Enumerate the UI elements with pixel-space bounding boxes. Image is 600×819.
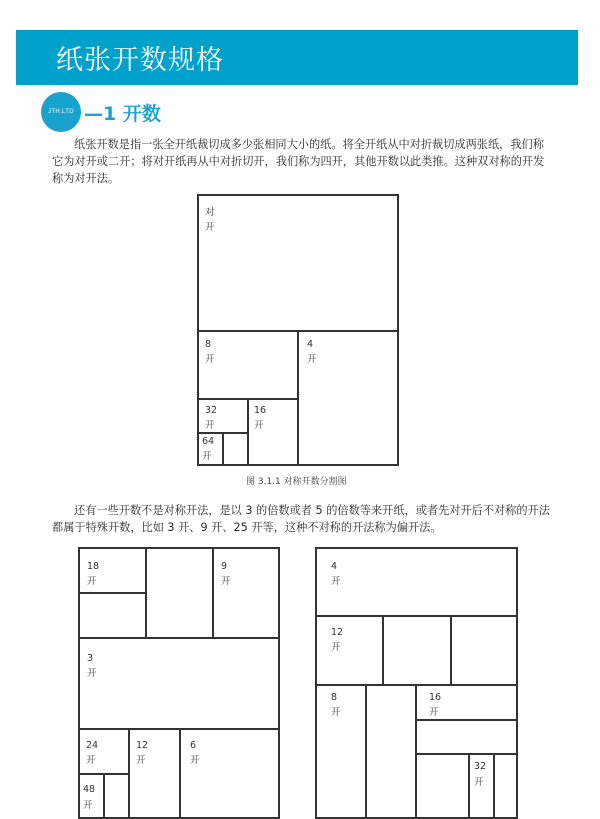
page-header-banner <box>16 30 578 85</box>
label-12kai: 12 开 <box>136 740 149 766</box>
label-32kai: 32 开 <box>205 405 218 431</box>
label-16kai: 16 开 <box>254 405 267 431</box>
paragraph-text: 还有一些开数不是对称开法，是以 3 的倍数或者 5 的倍数等来开纸，或者先对开后不对称的开法都属于特殊开数，比如 3 开、9 开、25 开等，这种不对称的开法称为偏开法。 <box>52 504 550 534</box>
label-32kai-line1: 32 <box>474 761 487 772</box>
label-64kai-line2: 开 <box>202 451 212 462</box>
label-12kai: 12 开 <box>331 627 344 653</box>
page-title: 纸张开数规格 <box>56 45 224 76</box>
intro-paragraph <box>52 136 552 187</box>
paragraph-text: 纸张开数是指一张全开纸裁切成多少张相同大小的纸。将全开纸从中对折裁切成两张纸，我们称它为对开或二开；将对开纸再从中对折切开，我们称为四开，其他开数以此类推。这种双对称的开发称为对开法。 <box>52 138 545 185</box>
label-duikai: 对开 <box>205 207 215 233</box>
label-8kai: 8 开 <box>331 692 341 718</box>
figure-caption: 图 3.1.1 对称开数分割图 <box>246 477 347 487</box>
label-32kai-line2: 开 <box>474 777 484 788</box>
second-paragraph <box>52 502 552 536</box>
label-8kai: 8 开 <box>205 339 215 365</box>
label-4kai: 4 开 <box>307 339 317 365</box>
section-heading: —1 开数 <box>84 103 161 125</box>
label-48kai-line1: 48 <box>83 784 96 795</box>
label-6kai: 6 开 <box>190 740 200 766</box>
label-16kai: 16 开 <box>429 692 442 718</box>
label-48kai-line2: 开 <box>83 800 93 811</box>
brand-badge: JTH.LTD <box>41 92 81 132</box>
label-24kai: 24 开 <box>86 740 99 766</box>
label-3kai: 3 开 <box>87 653 97 679</box>
label-18kai: 18 开 <box>87 561 100 587</box>
label-9kai: 9 开 <box>221 561 231 587</box>
label-4kai: 4 开 <box>331 561 341 587</box>
label-64kai-line1: 64 <box>202 436 215 447</box>
